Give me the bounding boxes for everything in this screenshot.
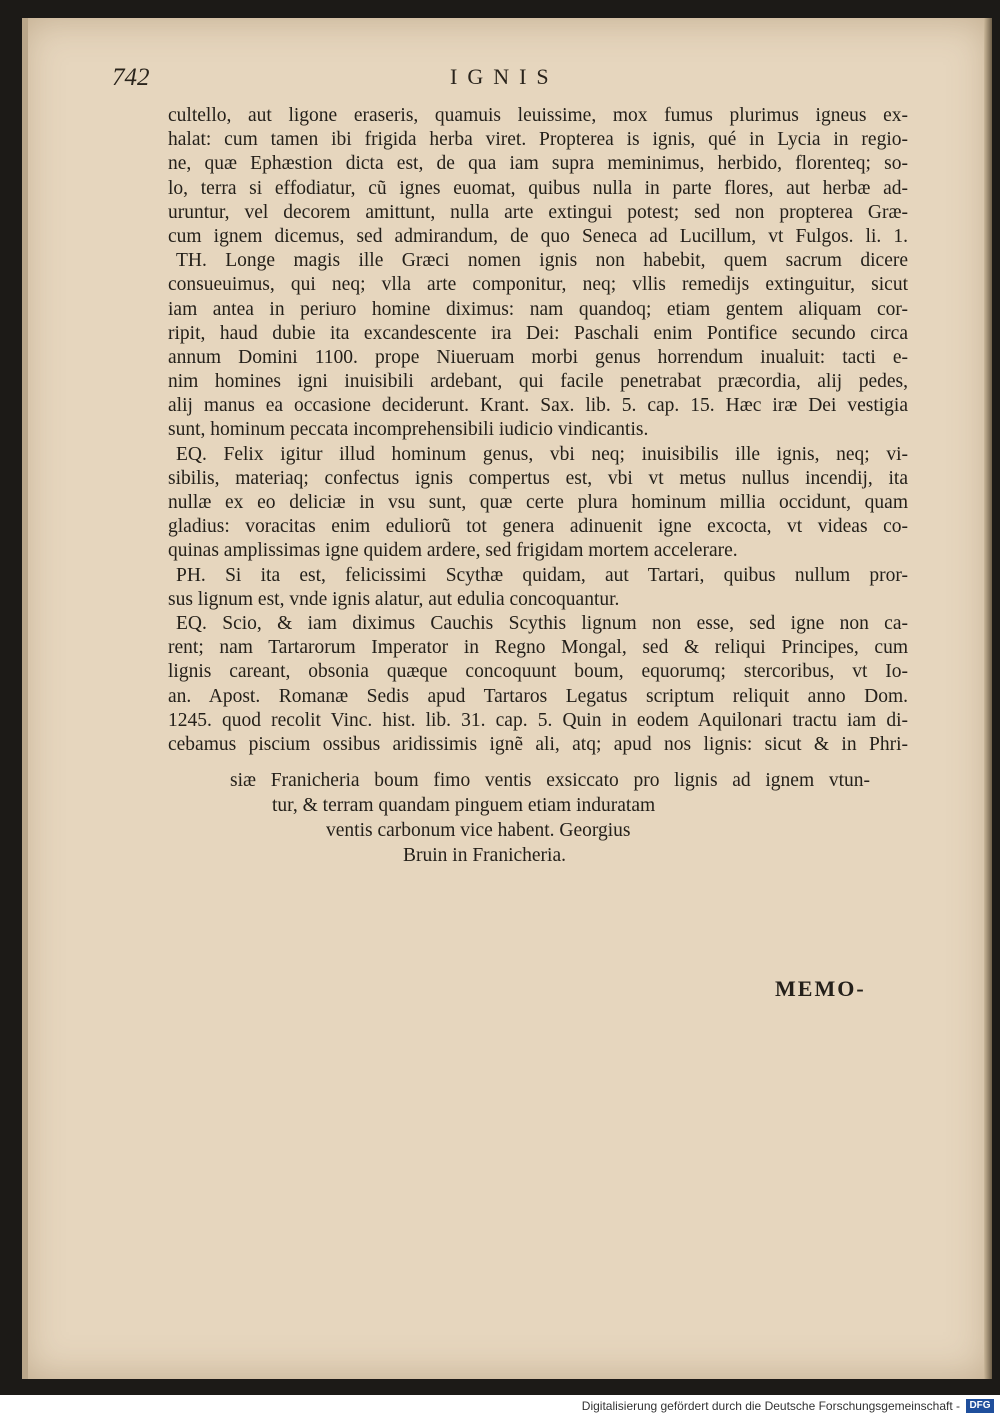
tail-line-3: ventis carbonum vice habent. Georgius (326, 820, 631, 841)
text-line: an. Apost. Romanæ Sedis apud Tartaros Legatus scriptum reliquit anno Dom. (168, 685, 908, 707)
page-right-edge (984, 18, 992, 1379)
text-line: nullæ ex eo deliciæ in vsu sunt, quæ certe plura hominum millia occidunt, quam (168, 492, 908, 513)
text-line: sus lignum est, vnde ignis alatur, aut edulia concoquantur. (168, 588, 620, 610)
text-line: nim homines igni inuisibili ardebant, qui facile penetrabat præcordia, alij pedes, (168, 371, 908, 393)
tail-line-1: siæ Franicheria boum fimo ventis exsiccato pro lignis ad ignem vtun- (230, 770, 870, 791)
text-line: cultello, aut ligone eraseris, quamuis leuissime, mox fumus plurimus igneus ex- (168, 105, 908, 126)
text-line: alij manus ea occasione deciderunt. Krant. Sax. lib. 5. cap. 15. Hæc iræ Dei vestigia (168, 395, 908, 417)
text-line: lo, terra si effodiatur, cũ ignes euomat, quibus nulla in parte flores, aut herbæ ad- (168, 177, 908, 199)
text-line: 1245. quod recolit Vinc. hist. lib. 31. cap. 5. Quin in eodem Aquilonari tractu iam di- (168, 709, 908, 731)
text-line: rent; nam Tartarorum Imperator in Regno Mongal, sed & reliqui Principes, cum (168, 637, 908, 659)
text-line: halat: cum tamen ibi frigida herba viret. Propterea is ignis, qué in Lycia in regio- (168, 129, 908, 151)
text-line: cebamus piscium ossibus aridissimis ignẽ ali, atq; apud nos lignis: sicut & in Phri- (168, 733, 908, 755)
running-head: IGNIS (450, 64, 559, 89)
catchword: MEMO- (775, 976, 866, 1001)
text-line: sibilis, materiaq; confectus ignis compertus est, vbi vt metus nullus incendij, ita (168, 467, 908, 489)
text-line: consueuimus, qui neq; vlla arte componitur, neq; vllis remedijs extinguitur, sicut (168, 274, 908, 296)
text-line: lignis careant, obsonia quæque concoquunt boum, equorumq; stercoribus, vt Io- (168, 661, 908, 683)
text-line: PH. Si ita est, felicissimi Scythæ quidam, aut Tartari, quibus nullum pror- (176, 564, 908, 586)
text-line: ripit, haud dubie ita excandescente ira Dei: Paschali enim Pontifice secundo circa (168, 322, 908, 344)
tail-line-2: tur, & terram quandam pinguem etiam induratam (272, 795, 656, 816)
text-line: annum Domini 1100. prope Niueruam morbi genus horrendum inualuit: tacti e- (168, 346, 908, 368)
text-line: TH. Longe magis ille Græci nomen ignis non habebit, quem sacrum dicere (176, 250, 908, 272)
page-number: 742 (112, 64, 150, 91)
text-line: ne, quæ Ephæstion dicta est, de qua iam supra meminimus, herbido, florenteq; so- (168, 153, 908, 175)
text-line: sunt, hominum peccata incomprehensibili iudicio vindicantis. (168, 419, 649, 441)
text-line: gladius: voracitas enim eduliorũ tot genera adinuenit igne excocta, vt videas co- (168, 516, 908, 538)
tail-line-4: Bruin in Franicheria. (403, 845, 566, 866)
dfg-logo-icon: DFG (966, 1399, 994, 1413)
text-line: quinas amplissimas igne quidem ardere, sed frigidam mortem accelerare. (168, 540, 738, 562)
text-line: EQ. Scio, & iam diximus Cauchis Scythis lignum non esse, sed igne non ca- (176, 612, 908, 634)
text-line: EQ. Felix igitur illud hominum genus, vbi neq; inuisibilis ille ignis, neq; vi- (176, 443, 908, 465)
digitization-footer (0, 1395, 1000, 1419)
footer-credit: Digitalisierung gefördert durch die Deutsche Forschungsgemeinschaft - (581, 1399, 960, 1413)
text-line: uruntur, vel decorem amittunt, nulla arte extingui potest; sed non propterea Græ- (168, 201, 908, 223)
text-line: cum ignem dicemus, sed admirandum, de quo Seneca ad Lucillum, vt Fulgos. li. 1. (168, 225, 908, 247)
text-line: iam antea in periuro homine diximus: nam quandoq; etiam gentem aliquam cor- (168, 298, 908, 320)
body-text (168, 104, 908, 757)
page-left-edge (22, 18, 28, 1379)
